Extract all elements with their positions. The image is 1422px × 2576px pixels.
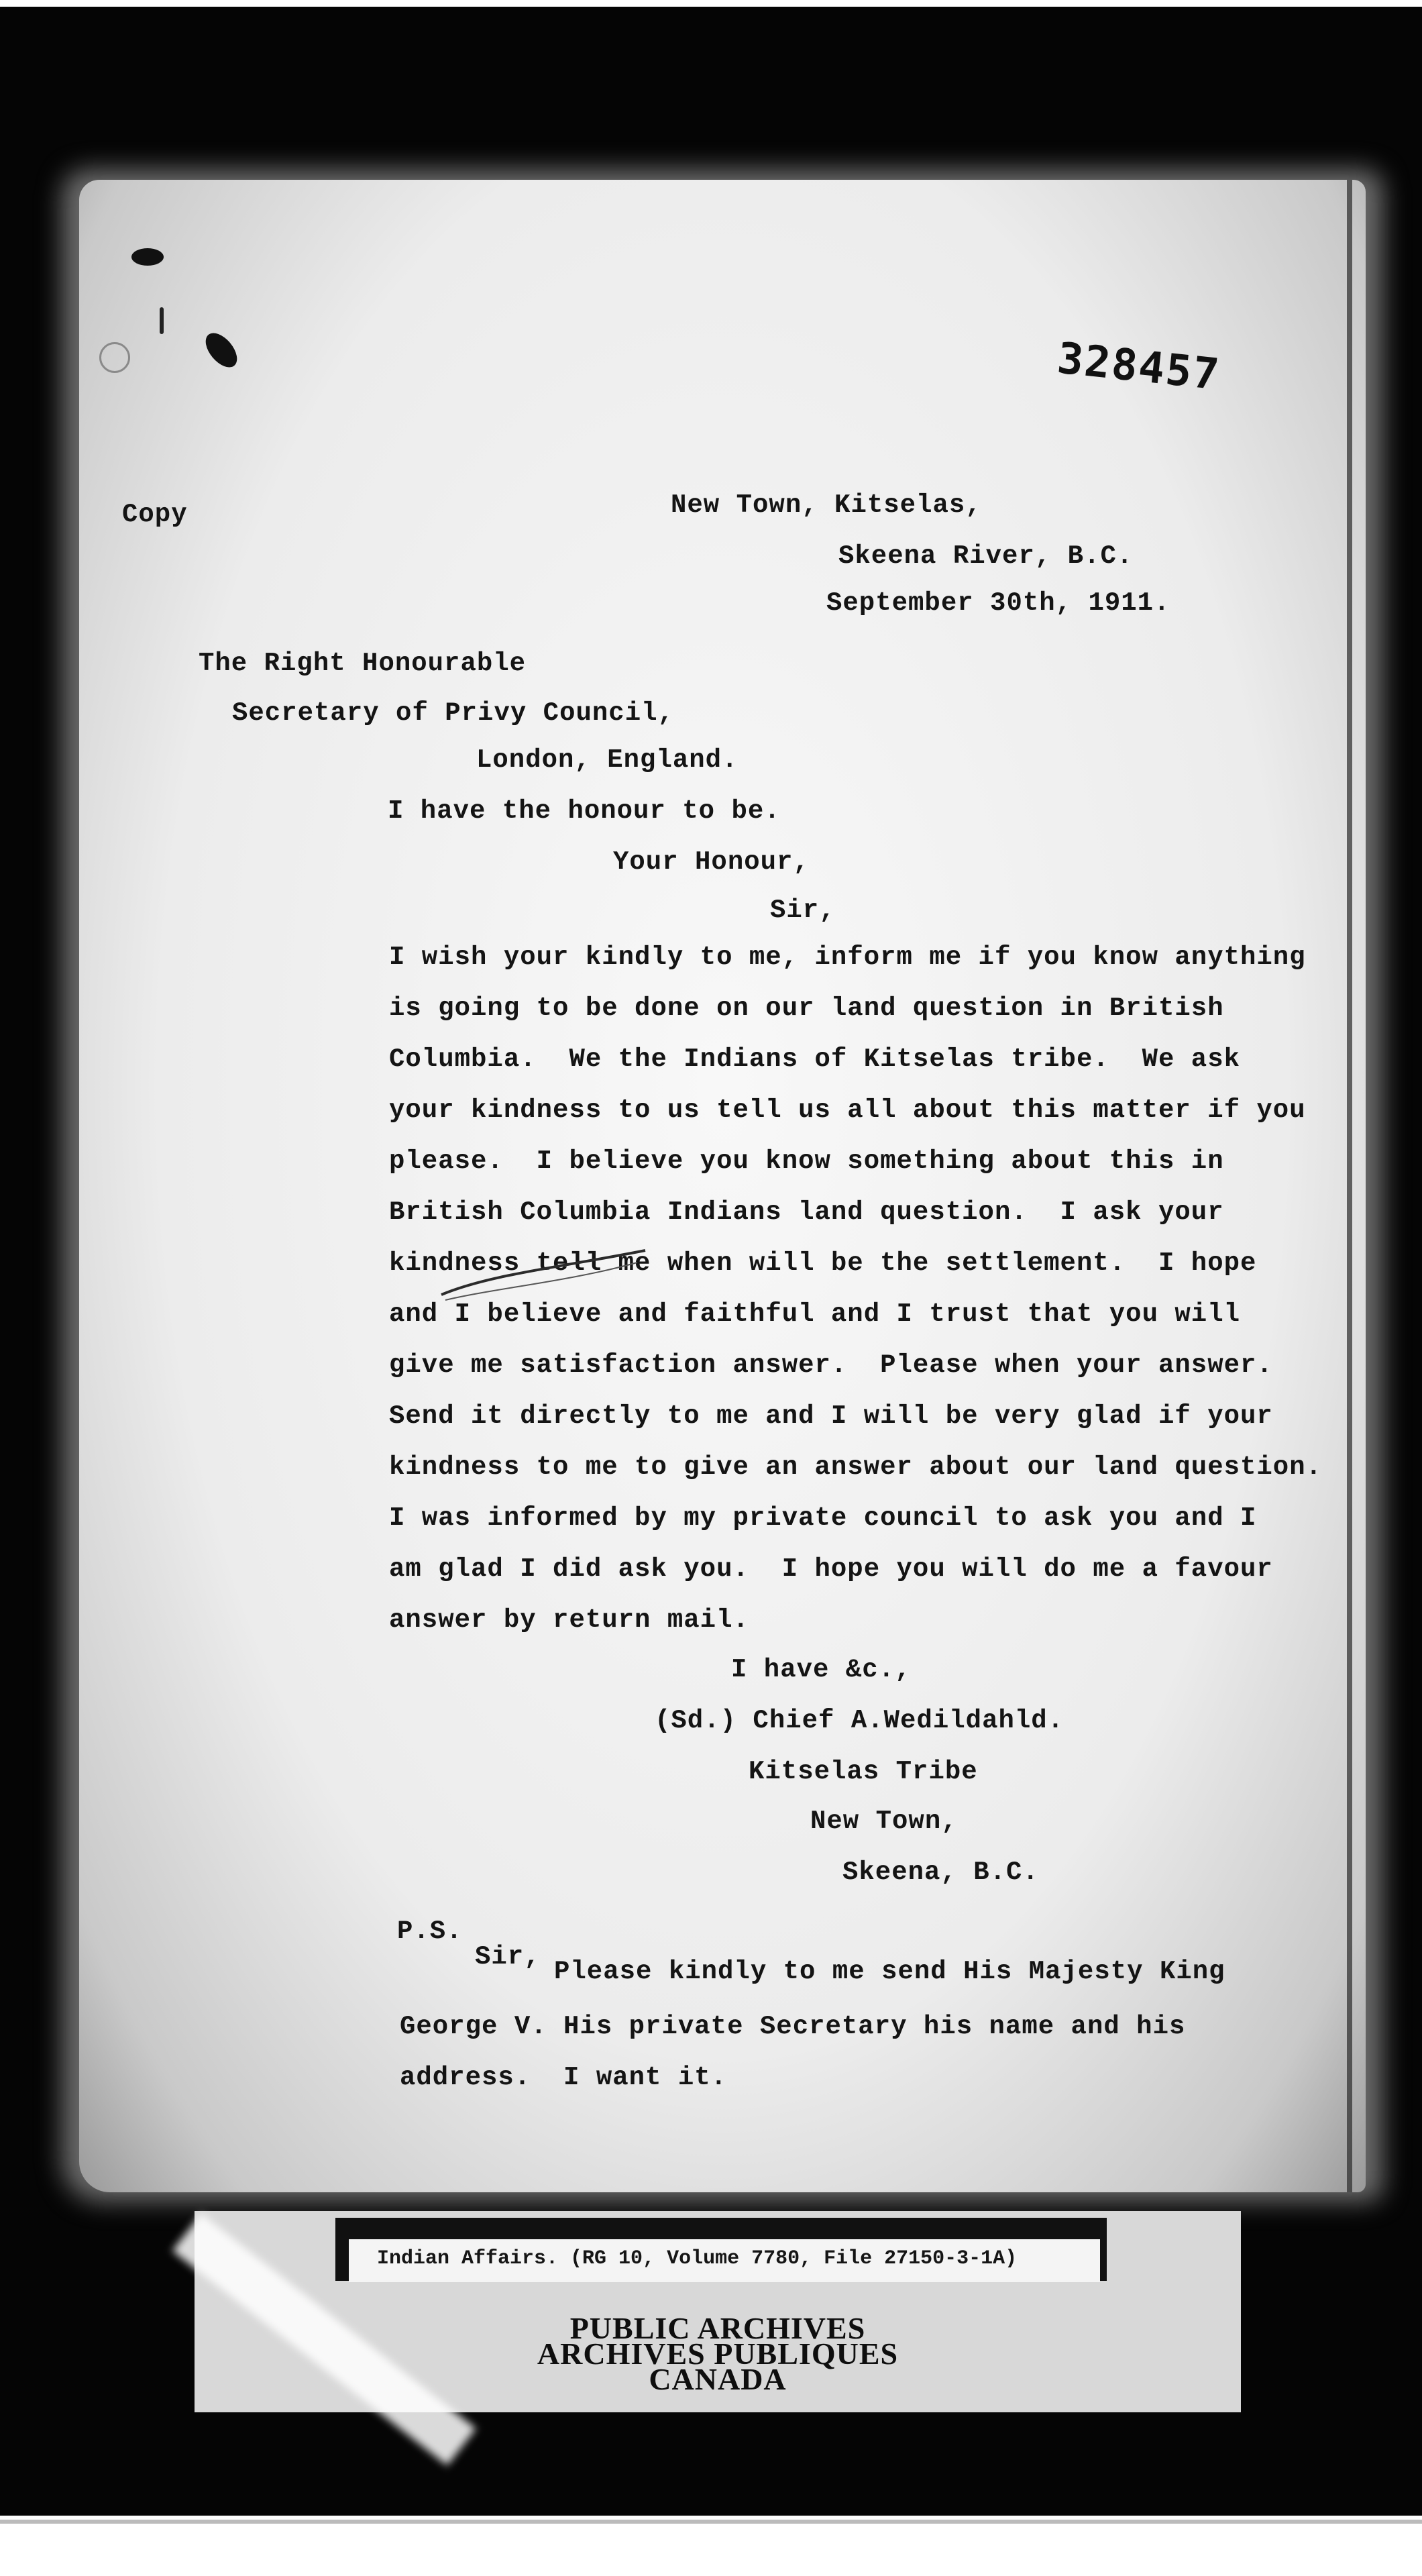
- stamp-line: PUBLIC ARCHIVES: [569, 2311, 866, 2345]
- recipient-line: The Right Honourable: [199, 649, 527, 678]
- page-edge: [1347, 180, 1352, 2192]
- letter-page: [79, 180, 1366, 2192]
- body-line: please. I believe you know something about this in: [389, 1146, 1224, 1176]
- body-line: answer by return mail.: [389, 1605, 749, 1635]
- postscript-label: P.S.: [397, 1917, 463, 1946]
- stamp-line: CANADA: [649, 2362, 787, 2396]
- postscript-salutation: Sir,: [475, 1942, 541, 1972]
- body-line: your kindness to us tell us all about this matter if you: [389, 1095, 1306, 1125]
- postscript-line: Please kindly to me send His Majesty King: [554, 1957, 1225, 1986]
- archive-reference: Indian Affairs. (RG 10, Volume 7780, File 27150-3-1A): [377, 2247, 1018, 2270]
- signature-line: Skeena, B.C.: [842, 1858, 1039, 1887]
- frame-bottom-edge: [0, 2520, 1422, 2524]
- postscript-line: address. I want it.: [400, 2063, 728, 2092]
- body-line: am glad I did ask you. I hope you will do me a favour: [389, 1554, 1273, 1584]
- public-archives-stamp: [530, 2311, 906, 2396]
- body-line: and I believe and faithful and I trust that you will: [389, 1299, 1240, 1329]
- recipient-line: Secretary of Privy Council,: [232, 698, 674, 728]
- closing-line: I have &c.,: [731, 1655, 912, 1684]
- recipient-line: London, England.: [476, 745, 739, 775]
- body-line: Send it directly to me and I will be very glad if your: [389, 1401, 1273, 1431]
- signature-line: New Town,: [810, 1807, 958, 1836]
- heading-address-line: Skeena River, B.C.: [838, 541, 1134, 571]
- copy-label: Copy: [122, 500, 188, 529]
- signature-line: Kitselas Tribe: [749, 1757, 978, 1786]
- body-line: British Columbia Indians land question. I ask your: [389, 1197, 1224, 1227]
- salutation-line: Sir,: [770, 896, 836, 925]
- body-line: Columbia. We the Indians of Kitselas tribe. We ask: [389, 1044, 1240, 1074]
- salutation-line: I have the honour to be.: [388, 796, 781, 826]
- body-line: I wish your kindly to me, inform me if you know anything: [389, 943, 1306, 972]
- scratch-mark: [160, 307, 164, 334]
- punch-hole-mark: [99, 342, 130, 373]
- ink-blot: [131, 248, 164, 266]
- body-line: is going to be done on our land question in British: [389, 994, 1224, 1023]
- letter-date: September 30th, 1911.: [826, 588, 1170, 618]
- body-line: kindness tell me when will be the settlement. I hope: [389, 1248, 1257, 1278]
- stamp-line: ARCHIVES PUBLIQUES: [537, 2337, 899, 2371]
- file-serial-number: 328457: [1054, 333, 1223, 400]
- handwritten-underline-mark: [436, 1248, 651, 1308]
- heading-address-line: New Town, Kitselas,: [671, 490, 982, 520]
- body-line: I was informed by my private council to ask you and I: [389, 1503, 1257, 1533]
- salutation-line: Your Honour,: [613, 847, 810, 877]
- signature-line: (Sd.) Chief A.Wedildahld.: [655, 1706, 1064, 1735]
- body-line: give me satisfaction answer. Please when your answer.: [389, 1350, 1273, 1380]
- body-line: kindness to me to give an answer about our land question.: [389, 1452, 1323, 1482]
- postscript-line: George V. His private Secretary his name and his: [400, 2012, 1186, 2041]
